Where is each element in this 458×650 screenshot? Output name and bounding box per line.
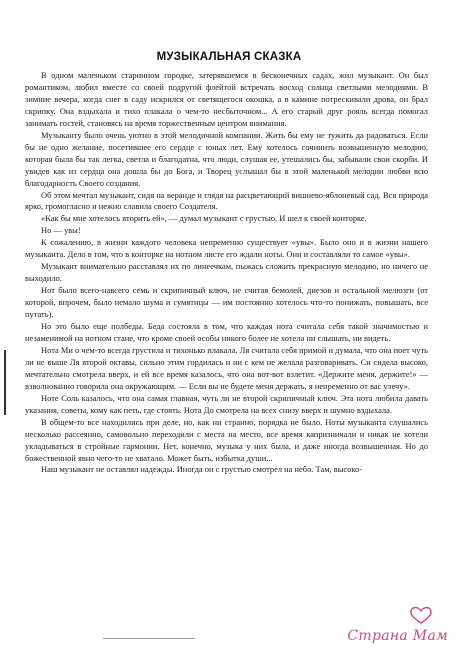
bottom-divider	[103, 638, 195, 639]
paragraph: Об этом мечтал музыкант, сидя на веранде и глядя на расцветающий вишнево-яблоневый сад. Вся природа ярко, громогласно и нежно славила своего Создателя.	[25, 189, 428, 212]
paragraph: В общем-то все находились при деле, но, как ни странно, порядка не было. Ноты музыканта слушались несколько рассеянно, самовольно переходили с места на место, все время капризничали и никак не хотели укладываться в стройные гармонии. Нет, конечно, музыка у них была, и даже иногда возвышенная. Но до божественной явно чего-то не хватало. Может быть, избытка души...	[25, 416, 428, 463]
margin-mark	[4, 350, 6, 415]
paragraph: Но это было еще полбеды. Беда состояла в том, что каждая нота считала себя такой значимостью и незаменимой на нотном стане, что кроме своей особы никого более не хотела ни слышать, ни видеть.	[25, 321, 428, 343]
paragraph: Нота Ми о чем-то всегда грустила и тихонько плакала. Ля считала себя примой и думала, что она поет чуть ли не выше Ля второй октавы, сильно этим гордилась и ни с кем не желала разговаривать. Си сидела высоко, мечтательно смотрела вверх, и ей все время казалось, что она вот-вот взлетит. «Держите меня, держите!» — взволнованно говорила она окружающим. — Если вы не будете меня держать, я непременно от вас улечу».	[25, 344, 428, 391]
paragraph: К сожалению, в жизни каждого человека непременно существует «увы». Было оно и в жизни нашего музыканта. Дело в том, что в конторке на нотном листе его ждали ноты. Они и составляли то самое «увы».	[25, 237, 428, 260]
paragraph: Музыкант внимательно расставлял их по линеечкам, пыжась сложить прекрасную мелодию, но ничего не выходило.	[25, 261, 428, 284]
watermark-heart-icon	[408, 605, 434, 625]
page-title: МУЗЫКАЛЬНАЯ СКАЗКА	[156, 51, 302, 63]
paragraph: Ноте Соль казалось, что она самая главная, чуть ли не второй скрипичный ключ. Эта нота любила давать указания, советы, кому как петь, где стоять. Нота До смотрела на всех снизу вверх и шумно вздыхала.	[25, 392, 428, 415]
paragraph: Нот было всего-навсего семь и скрипичный ключ, не считая бемолей, диезов и остальной мелюзги (от которой, впрочем, было немало шума и сумятицы — им постоянно хотелось что-то понижать, повышать, все путать).	[25, 285, 428, 320]
paragraph: Музыканту было очень уютно в этой мелодичной компании. Жить бы ему не тужить да радоваться. Если бы не одно желание, посетившее его сердце с юных лет. Ему хотелось сочинить возвышенную мелодию, которая была бы так легка, светла и благодатна, что люди, слушая ее, утешались бы, забывали свои скорби. И увидев как из сердца она дошла бы до Бога, и Творец услышал бы в этой маленькой мелодии любви всю благодарность Своего создания.	[25, 129, 428, 188]
story-body	[25, 70, 428, 476]
paragraph: «Как бы мне хотелось вторить ей», — думал музыкант с грустью. И шел к своей конторке.	[41, 213, 367, 224]
paragraph: Наш музыкант не оставлял надежды. Иногда он с грустью смотрел на небо. Там, высоко-	[41, 464, 363, 475]
paragraph: В одном маленьком старинном городке, затерявшемся в бесконечных садах, жил музыкант. Он был романтиком, любил вместе со своей подругой флейтой встречать восход солнца светлыми мелодиями. В зимние вечера, когда снег в саду искрился от светящегося окошка, а в камине потрескивали дрова, он брал скрипку. Она вздыхала и тихо плакала о чем-то несбыточном... А его старый друг рояль всегда помогал занимать гостей, становясь на время торжественным центром внимания.	[25, 70, 428, 128]
watermark-logo: Страна Мам	[347, 628, 448, 644]
paragraph: Но — увы!	[41, 225, 81, 236]
